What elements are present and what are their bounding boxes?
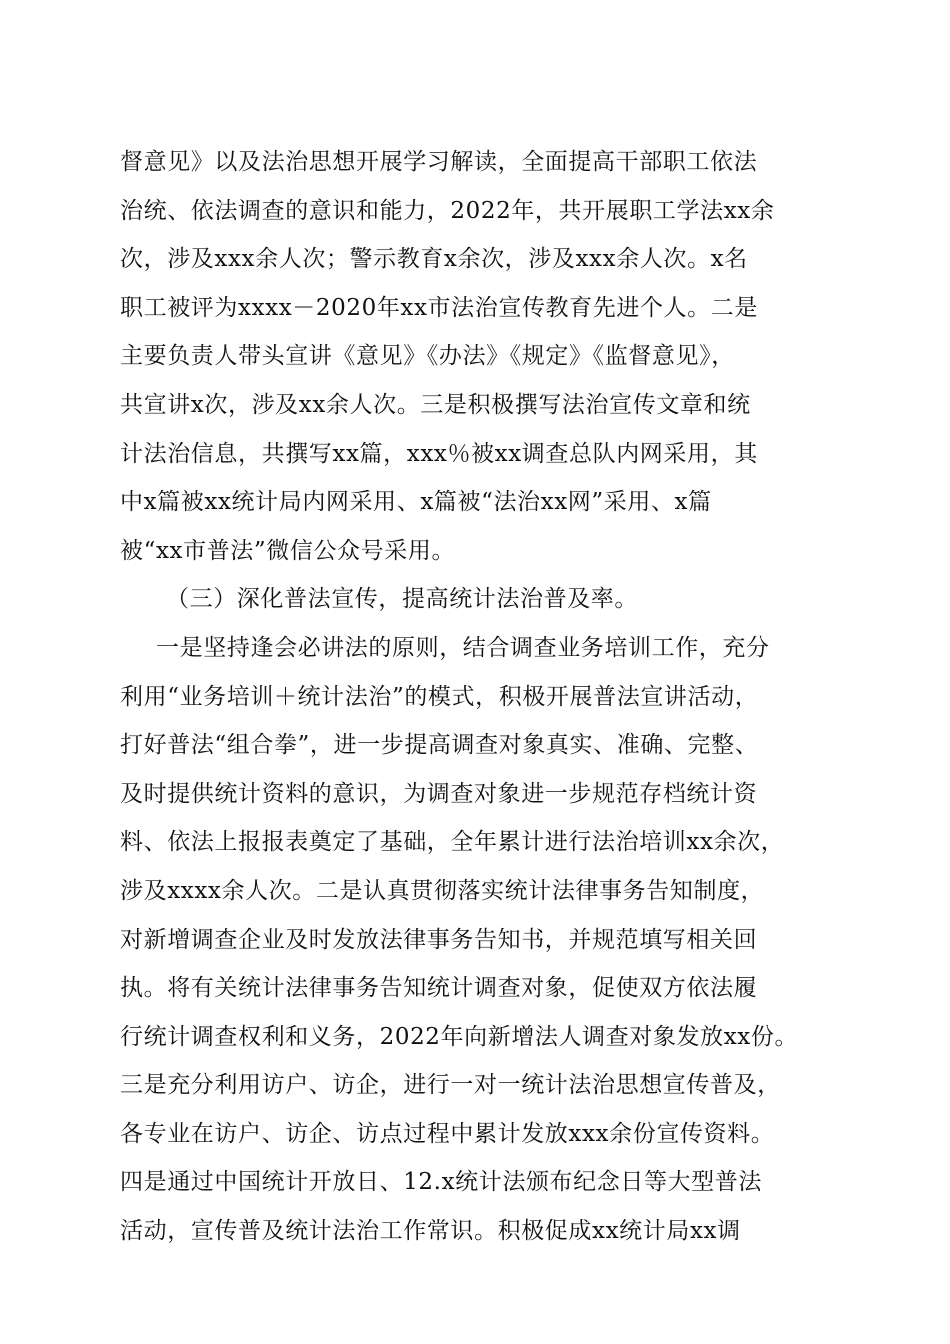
paragraph-line-4: 职工被评为xxxx－2020年xx市法治宣传教育先进个人。二是: [120, 294, 758, 321]
paragraph-line-21: 各专业在访户、访企、访点过程中累计发放xxx余份宣传资料。: [120, 1120, 775, 1147]
paragraph-line-16: 涉及xxxx余人次。二是认真贯彻落实统计法律事务告知制度，: [120, 877, 765, 904]
paragraph-line-2: 治统、依法调查的意识和能力，2022年，共开展职工学法xx余: [120, 197, 775, 224]
paragraph-line-7: 计法治信息，共撰写xx篇，xxx％被xx调查总队内网采用，其: [120, 440, 758, 467]
paragraph-line-6: 共宣讲x次，涉及xx余人次。三是积极撰写法治宣传文章和统: [120, 391, 751, 418]
paragraph-line-23: 活动，宣传普及统计法治工作常识。积极促成xx统计局xx调: [120, 1218, 741, 1245]
paragraph-line-19: 行统计调查权利和义务，2022年向新增法人调查对象发放xx份。: [120, 1023, 799, 1050]
paragraph-line-20: 三是充分利用访户、访企，进行一对一统计法治思想宣传普及，: [120, 1072, 781, 1099]
paragraph-line-13: 打好普法“组合拳”，进一步提高调查对象真实、准确、完整、: [120, 732, 759, 759]
paragraph-line-11: 一是坚持逢会必讲法的原则，结合调查业务培训工作，充分: [156, 634, 770, 661]
body-text: [120, 138, 840, 1256]
paragraph-line-9: 被“xx市普法”微信公众号采用。: [120, 537, 456, 564]
section-heading: （三）深化普法宣传，提高统计法治普及率。: [166, 586, 638, 613]
paragraph-line-17: 对新增调查企业及时发放法律事务告知书，并规范填写相关回: [120, 926, 758, 953]
paragraph-line-22: 四是通过中国统计开放日、12.x统计法颁布纪念日等大型普法: [120, 1169, 762, 1196]
paragraph-line-14: 及时提供统计资料的意识，为调查对象进一步规范存档统计资: [120, 780, 758, 807]
paragraph-line-3: 次，涉及xxx余人次；警示教育x余次，涉及xxx余人次。x名: [120, 246, 748, 273]
paragraph-line-8: 中x篇被xx统计局内网采用、x篇被“法治xx网”采用、x篇: [120, 489, 712, 516]
paragraph-line-15: 料、依法上报报表奠定了基础，全年累计进行法治培训xx余次，: [120, 829, 785, 856]
paragraph-line-5: 主要负责人带头宣讲《意见》《办法》《规定》《监督意见》，: [120, 343, 735, 370]
paragraph-line-1: 督意见》以及法治思想开展学习解读，全面提高干部职工依法: [120, 149, 758, 175]
paragraph-line-12: 利用“业务培训＋统计法治”的模式，积极开展普法宣讲活动，: [120, 683, 759, 710]
paragraph-line-18: 执。将有关统计法律事务告知统计调查对象，促使双方依法履: [120, 975, 758, 1002]
